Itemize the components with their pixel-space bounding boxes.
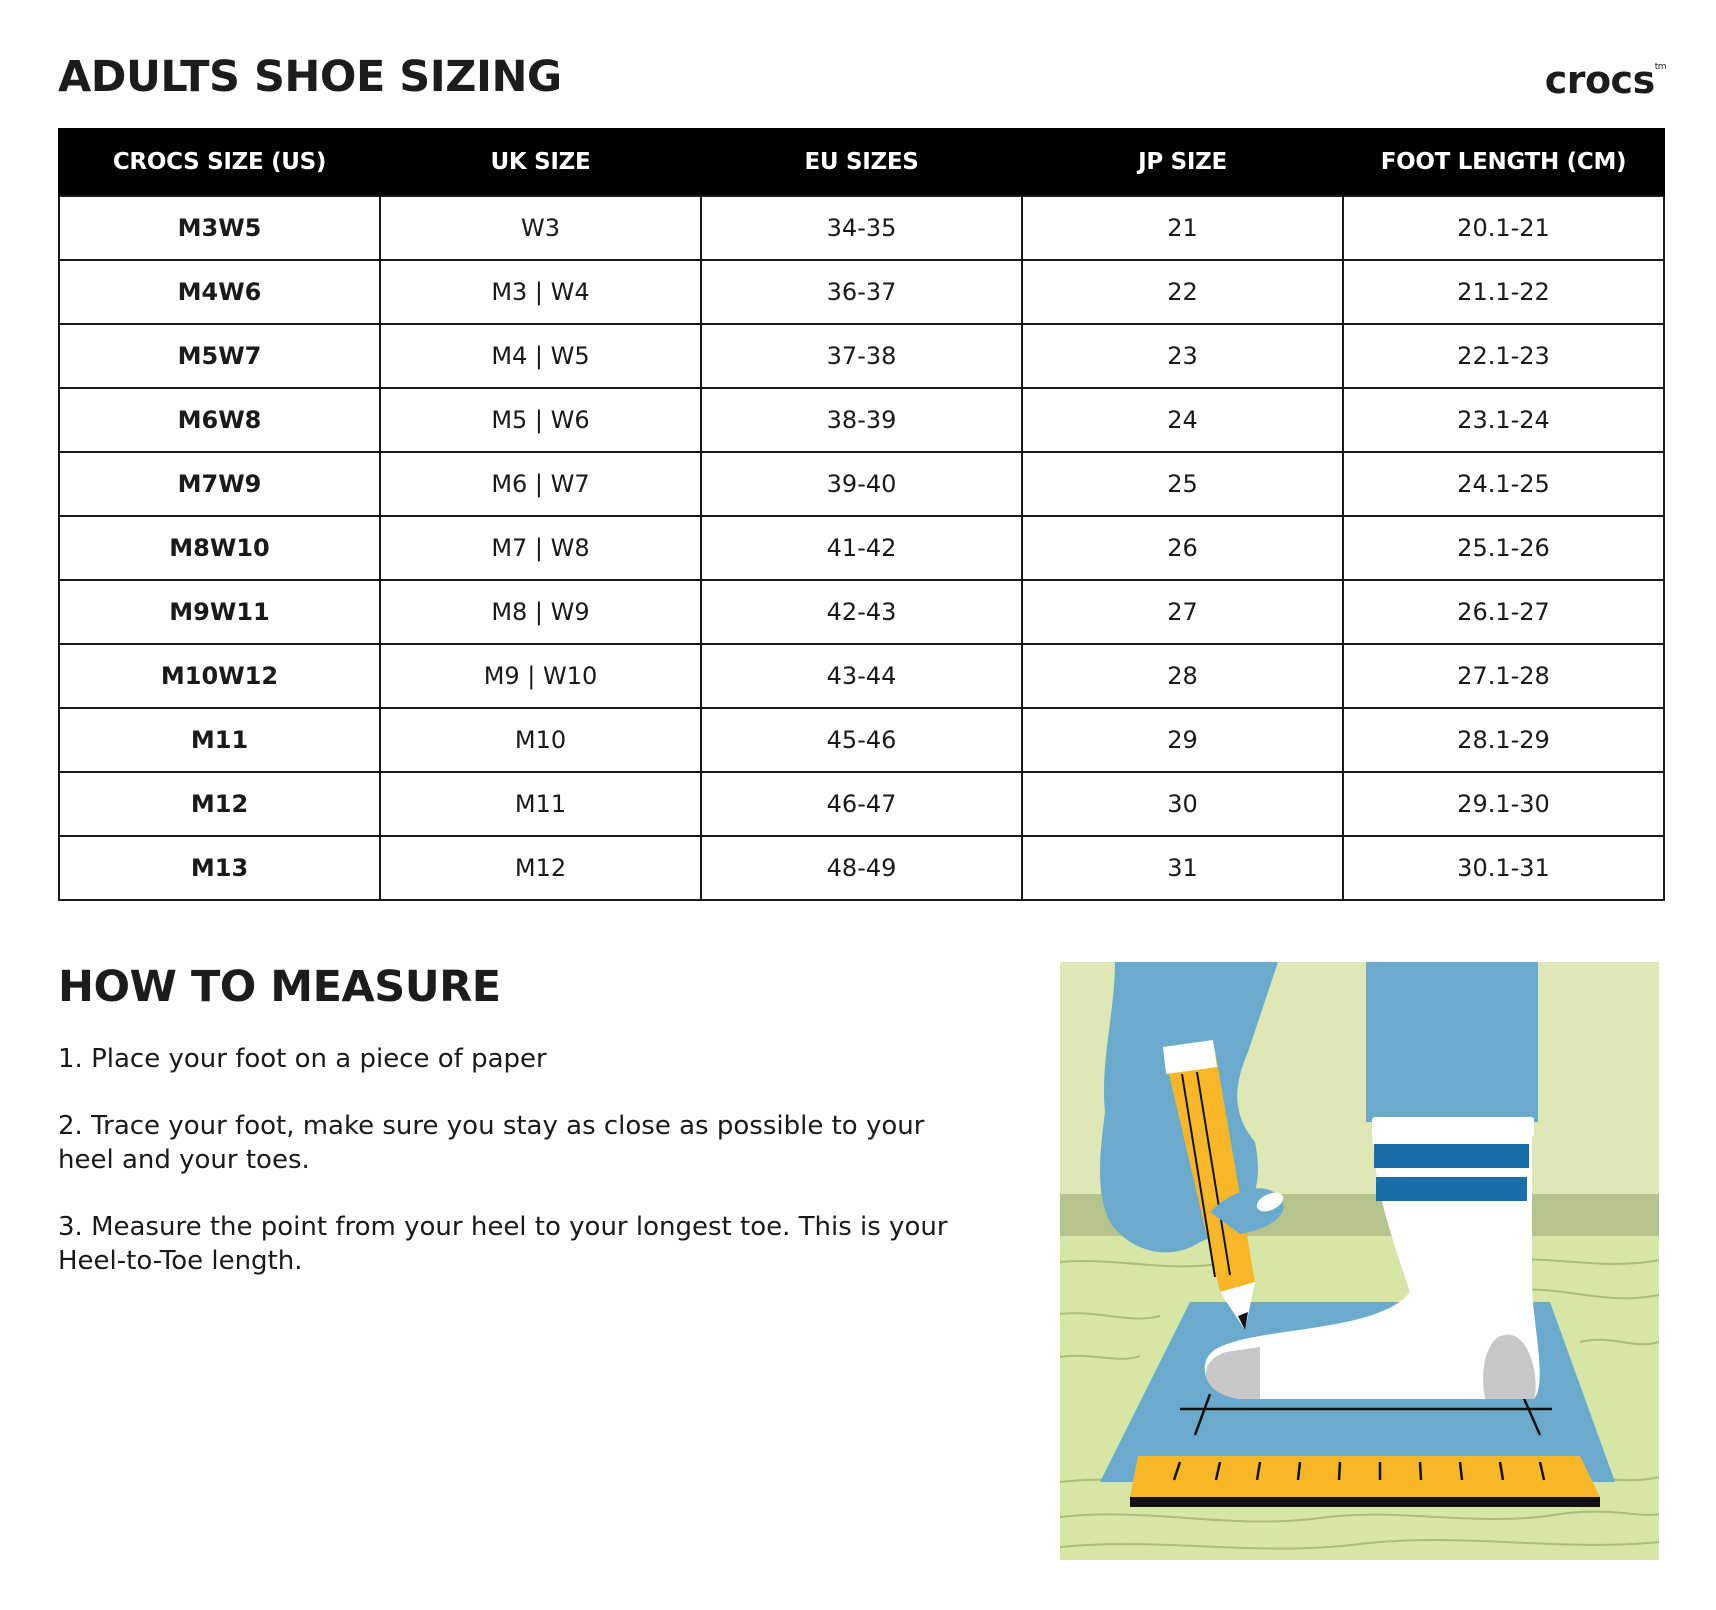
leg xyxy=(1366,962,1538,1122)
cell-uk-size: M6 | W7 xyxy=(380,452,701,516)
cell-foot-length: 27.1-28 xyxy=(1343,644,1664,708)
cell-uk-size: M7 | W8 xyxy=(380,516,701,580)
cell-jp-size: 26 xyxy=(1022,516,1343,580)
cell-uk-size: M10 xyxy=(380,708,701,772)
cell-jp-size: 28 xyxy=(1022,644,1343,708)
cell-eu-sizes: 37-38 xyxy=(701,324,1022,388)
cell-foot-length: 26.1-27 xyxy=(1343,580,1664,644)
cell-foot-length: 24.1-25 xyxy=(1343,452,1664,516)
table-row xyxy=(59,580,1664,644)
cell-jp-size: 27 xyxy=(1022,580,1343,644)
col-header-eu-sizes: EU SIZES xyxy=(701,128,1022,196)
table-row xyxy=(59,260,1664,324)
cell-foot-length: 23.1-24 xyxy=(1343,388,1664,452)
cell-crocs-size: M6W8 xyxy=(59,388,380,452)
cell-crocs-size: M13 xyxy=(59,836,380,900)
table-row xyxy=(59,836,1664,900)
cell-eu-sizes: 43-44 xyxy=(701,644,1022,708)
ruler xyxy=(1130,1456,1600,1497)
logo-text: crocs xyxy=(1544,58,1655,102)
cell-foot-length: 22.1-23 xyxy=(1343,324,1664,388)
cell-crocs-size: M10W12 xyxy=(59,644,380,708)
table-row xyxy=(59,644,1664,708)
cell-foot-length: 28.1-29 xyxy=(1343,708,1664,772)
cell-jp-size: 23 xyxy=(1022,324,1343,388)
cell-foot-length: 20.1-21 xyxy=(1343,196,1664,260)
cell-jp-size: 30 xyxy=(1022,772,1343,836)
cell-crocs-size: M5W7 xyxy=(59,324,380,388)
sizing-table xyxy=(58,128,1665,901)
measure-step-1: 1. Place your foot on a piece of paper xyxy=(58,1044,547,1074)
cell-eu-sizes: 38-39 xyxy=(701,388,1022,452)
sock-cuff xyxy=(1372,1117,1534,1137)
cell-uk-size: M9 | W10 xyxy=(380,644,701,708)
table-row xyxy=(59,708,1664,772)
cell-jp-size: 29 xyxy=(1022,708,1343,772)
cell-uk-size: W3 xyxy=(380,196,701,260)
cell-jp-size: 24 xyxy=(1022,388,1343,452)
cell-uk-size: M11 xyxy=(380,772,701,836)
cell-eu-sizes: 36-37 xyxy=(701,260,1022,324)
page-title: ADULTS SHOE SIZING xyxy=(58,52,562,102)
cell-jp-size: 21 xyxy=(1022,196,1343,260)
table-row xyxy=(59,772,1664,836)
cell-uk-size: M5 | W6 xyxy=(380,388,701,452)
logo-tm: tm xyxy=(1654,62,1666,72)
sock-stripe-1 xyxy=(1374,1144,1529,1168)
how-to-measure-title: HOW TO MEASURE xyxy=(58,962,501,1012)
cell-eu-sizes: 48-49 xyxy=(701,836,1022,900)
cell-jp-size: 25 xyxy=(1022,452,1343,516)
cell-eu-sizes: 42-43 xyxy=(701,580,1022,644)
cell-eu-sizes: 45-46 xyxy=(701,708,1022,772)
cell-crocs-size: M9W11 xyxy=(59,580,380,644)
cell-crocs-size: M11 xyxy=(59,708,380,772)
col-header-jp-size: JP SIZE xyxy=(1022,128,1343,196)
table-row xyxy=(59,516,1664,580)
cell-eu-sizes: 46-47 xyxy=(701,772,1022,836)
cell-crocs-size: M12 xyxy=(59,772,380,836)
cell-uk-size: M3 | W4 xyxy=(380,260,701,324)
cell-uk-size: M12 xyxy=(380,836,701,900)
table-header-row xyxy=(59,128,1664,196)
cell-crocs-size: M4W6 xyxy=(59,260,380,324)
foot-measuring-illustration xyxy=(1060,962,1659,1560)
cell-foot-length: 25.1-26 xyxy=(1343,516,1664,580)
measure-steps xyxy=(58,1042,988,1311)
table-row xyxy=(59,452,1664,516)
cell-eu-sizes: 41-42 xyxy=(701,516,1022,580)
ruler-edge xyxy=(1130,1497,1600,1507)
cell-uk-size: M8 | W9 xyxy=(380,580,701,644)
col-header-foot-length: FOOT LENGTH (CM) xyxy=(1343,128,1664,196)
col-header-crocs-size: CROCS SIZE (US) xyxy=(59,128,380,196)
table-row xyxy=(59,324,1664,388)
measure-step-2: 2. Trace your foot, make sure you stay as close as possible to your heel and your toes. xyxy=(58,1111,925,1175)
cell-jp-size: 22 xyxy=(1022,260,1343,324)
cell-foot-length: 30.1-31 xyxy=(1343,836,1664,900)
cell-eu-sizes: 39-40 xyxy=(701,452,1022,516)
cell-uk-size: M4 | W5 xyxy=(380,324,701,388)
crocs-logo xyxy=(1545,58,1666,102)
table-row xyxy=(59,196,1664,260)
cell-eu-sizes: 34-35 xyxy=(701,196,1022,260)
cell-foot-length: 29.1-30 xyxy=(1343,772,1664,836)
measure-step-3: 3. Measure the point from your heel to your longest toe. This is your Heel-to-Toe length. xyxy=(58,1212,948,1276)
cell-crocs-size: M7W9 xyxy=(59,452,380,516)
table-row xyxy=(59,388,1664,452)
cell-foot-length: 21.1-22 xyxy=(1343,260,1664,324)
col-header-uk-size: UK SIZE xyxy=(380,128,701,196)
cell-crocs-size: M3W5 xyxy=(59,196,380,260)
cell-crocs-size: M8W10 xyxy=(59,516,380,580)
cell-jp-size: 31 xyxy=(1022,836,1343,900)
sock-stripe-2 xyxy=(1376,1177,1527,1201)
